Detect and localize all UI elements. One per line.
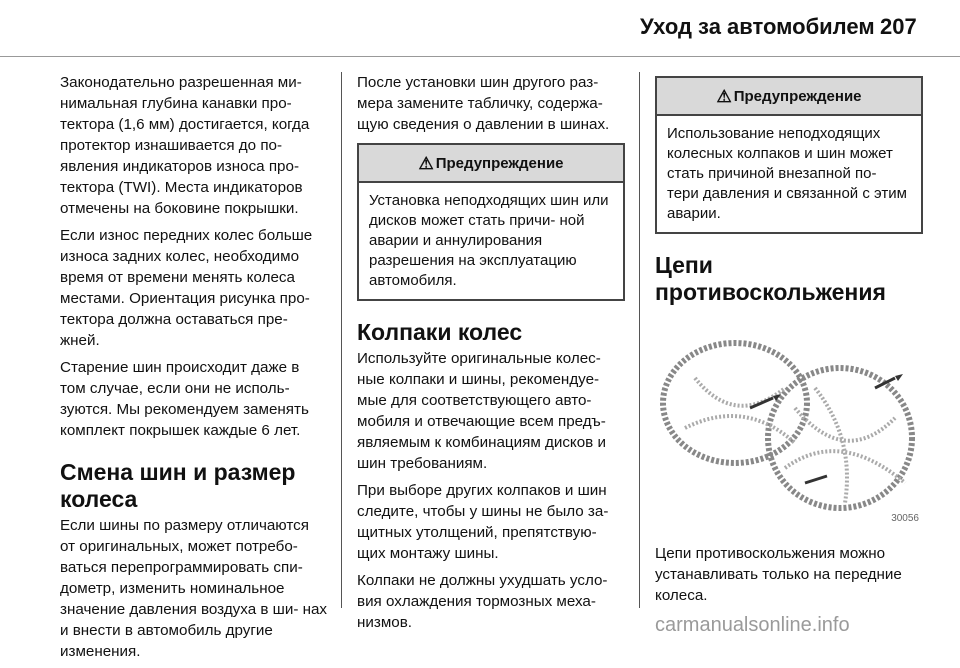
column-divider [639,72,640,608]
paragraph: При выборе других колпаков и шин следите, чтобы у шины не было за- щитных утолщений, препятствую- щих монтажу шины. [357,482,609,562]
paragraph: Если износ передних колес больше износа задних колес, необходимо время от времени менять колеса местами. Ориентация рисунка про- тектора должна оставаться пре- жней. [60,227,313,349]
paragraph: Законодательно разрешенная ми- нимальная глубина канавки про- тектора (1,6 мм) достигается, когда протектор изнашивается до по- явления индикаторов износа про- тектора (TWI). Места индикаторов отмечены на боковине покрышки. [60,74,310,217]
paragraph: Используйте оригинальные колес- ные колпаки и шины, рекомендуе- мые для соответствующего авто- мобиля и отвечающие всем предъ- являемым к комбинациям дисков и шин требованиям. [357,350,606,472]
warning-title: Предупреждение [435,154,564,172]
page-title: Уход за автомобилем [640,14,875,39]
watermark: carmanualsonline.info [655,614,850,636]
warning-box [357,143,625,301]
warning-header [657,78,921,116]
paragraph: Старение шин происходит даже в том случае, если они не исполь- зуются. Мы рекомендуем заменять комплект покрышек каждые 6 лет. [60,359,309,439]
warning-text: Использование неподходящих колесных колпаков и шин может стать причиной внезапной по- тери давления и связанной с этим аварии. [667,125,907,222]
section-heading: Смена шин и размер колеса [60,459,296,512]
snow-chain-illustration [655,318,923,533]
column-divider [341,72,342,608]
paragraph: Колпаки не должны ухудшать усло- вия охлаждения тормозных меха- низмов. [357,572,608,631]
column-3 [655,76,923,612]
section-heading: Колпаки колес [357,319,523,345]
warning-triangle-icon: ⚠ [716,86,732,106]
warning-text: Установка неподходящих шин или дисков может стать причи- ной аварии и аннулирования разрешения на эксплуатацию автомобиля. [369,192,609,289]
column-2 [357,72,625,639]
figure-caption: Цепи противоскольжения можно устанавливать только на передние колеса. [655,545,902,604]
warning-box [655,76,923,234]
paragraph: Если шины по размеру отличаются от оригинальных, может потребо- ваться перепрограммировать спи- дометр, изменить номинальное значение давления воздуха в ши- нах и внести в автомобиль другие изменения. [60,517,328,660]
page-number: 207 [880,14,917,39]
warning-title: Предупреждение [733,87,862,105]
header-divider [0,56,960,57]
figure-code: 30056 [891,513,919,524]
warning-triangle-icon: ⚠ [418,153,434,173]
column-1 [60,72,328,668]
paragraph: После установки шин другого раз- мера замените табличку, содержа- щую сведения о давлении в шинах. [357,74,610,133]
snow-chain-icon [655,318,923,533]
section-heading: Цепи противоскольжения [655,252,886,305]
page-header [0,0,960,56]
warning-header [359,145,623,183]
